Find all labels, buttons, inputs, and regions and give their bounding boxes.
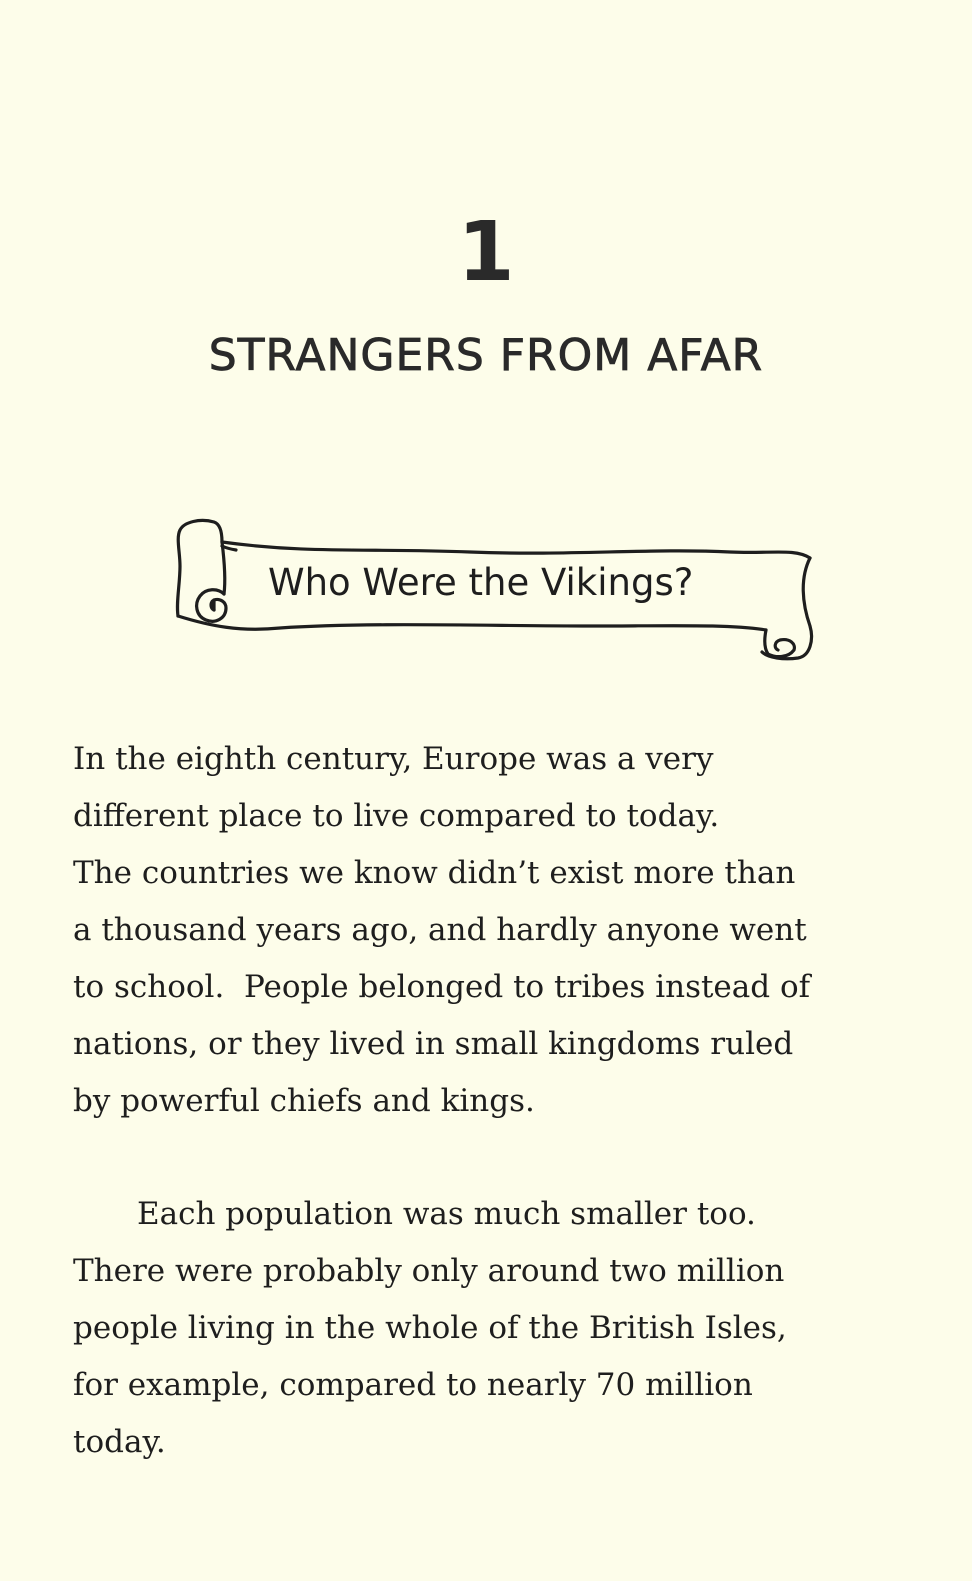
- paragraph-2: [73, 1186, 923, 1471]
- paragraph-1: [73, 731, 923, 1130]
- text-line: by powerful chiefs and kings.: [73, 1083, 535, 1119]
- text-line: There were probably only around two million: [73, 1253, 785, 1289]
- text-line: people living in the whole of the British Isles,: [73, 1310, 787, 1346]
- chapter-title: STRANGERS FROM AFAR: [208, 330, 764, 381]
- text-line: different place to live compared to today.: [73, 798, 720, 834]
- section-heading: Who Were the Vikings?: [268, 561, 694, 604]
- text-line: a thousand years ago, and hardly anyone went: [73, 912, 807, 948]
- text-line: The countries we know didn’t exist more than: [73, 855, 796, 891]
- text-line: today.: [73, 1424, 166, 1460]
- text-line: In the eighth century, Europe was a very: [73, 741, 714, 777]
- text-line: for example, compared to nearly 70 million: [73, 1367, 753, 1403]
- section-heading-banner: [170, 508, 820, 668]
- chapter-number: 1: [457, 205, 515, 300]
- text-line: nations, or they lived in small kingdoms ruled: [73, 1026, 794, 1062]
- text-line: to school. People belonged to tribes instead of: [73, 969, 811, 1005]
- text-line: Each population was much smaller too.: [137, 1196, 756, 1232]
